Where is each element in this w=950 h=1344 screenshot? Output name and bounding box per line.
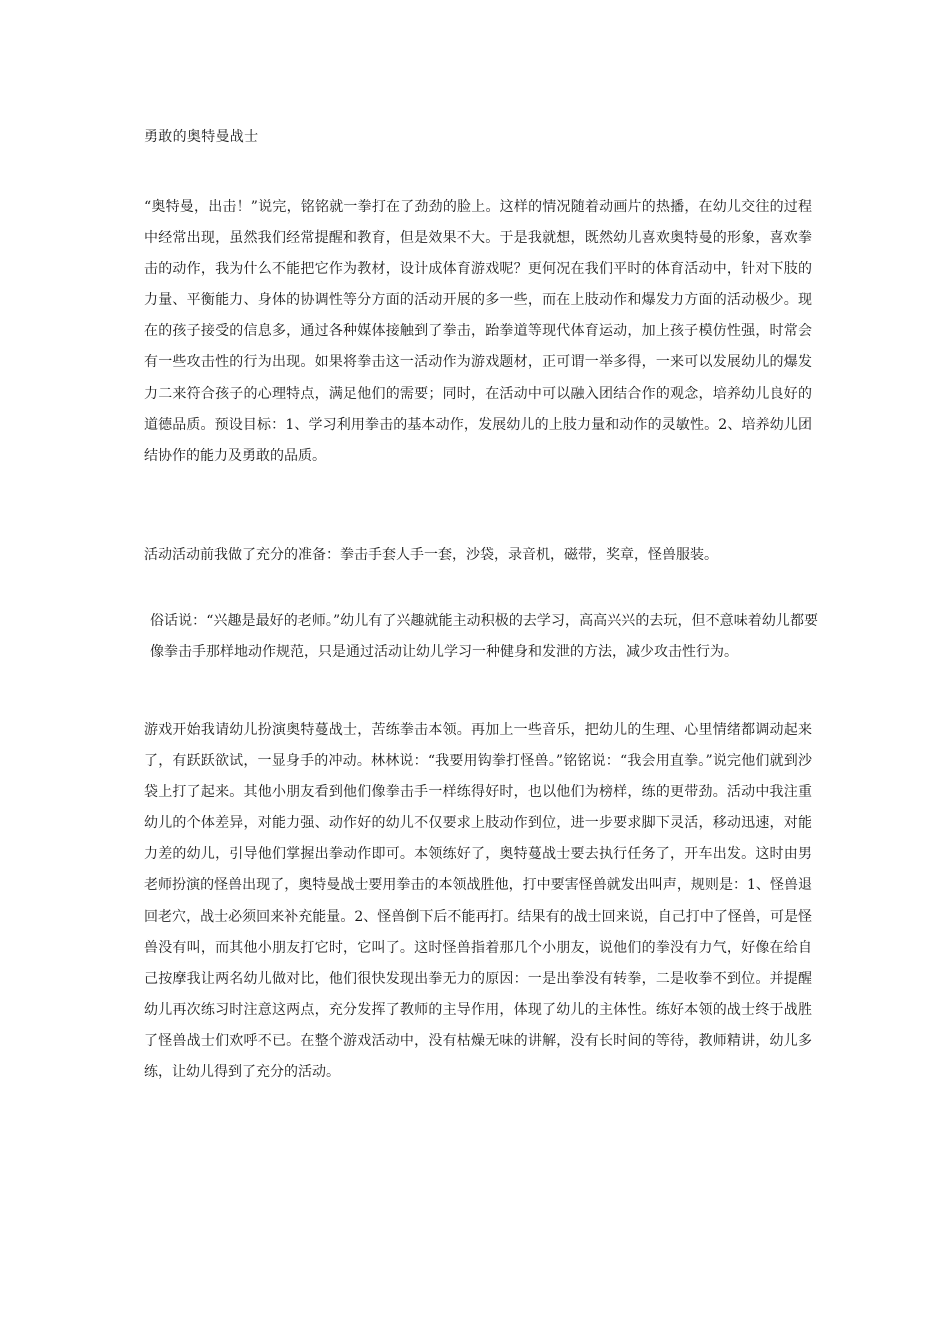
- paragraph-preparation: 活动活动前我做了充分的准备：拳击手套人手一套，沙袋，录音机，磁带，奖章，怪兽服装。: [144, 547, 718, 563]
- paragraph-game-process: 游戏开始我请幼儿扮演奥特蔓战士，苦练拳击本领。再加上一些音乐，把幼儿的生理、心里情绪都调动起来了，有跃跃欲试，一显身手的冲动。林林说：“我要用钩拳打怪兽。”铭铭说：“我会用直拳。”说完他们就到沙袋上打了起来。其他小朋友看到他们像拳击手一样练得好时，也以他们为榜样，练的更带劲。活动中我注重幼儿的个体差异，对能力强、动作好的幼儿不仅要求上肢动作到位，进一步要求脚下灵活，移动迅速，对能力差的幼儿，引导他们掌握出拳动作即可。本领练好了，奥特蔓战士要去执行任务了，开车出发。这时由男老师扮演的怪兽出现了，奥特曼战士要用拳击的本领战胜他，打中要害怪兽就发出叫声，规则是：1、怪兽退回老穴，战士必须回来补充能量。2、怪兽倒下后不能再打。结果有的战士回来说，自己打中了怪兽，可是怪兽没有叫，而其他小朋友打它时，它叫了。这时怪兽指着那几个小朋友，说他们的拳没有力气，好像在给自己按摩我让两名幼儿做对比，他们很快发现出拳无力的原因：一是出拳没有转拳，二是收拳不到位。并提醒幼儿再次练习时注意这两点，充分发挥了教师的主导作用，体现了幼儿的主体性。练好本领的战士终于战胜了怪兽战士们欢呼不已。在整个游戏活动中，没有枯燥无味的讲解，没有长时间的等待，教师精讲，幼儿多练，让幼儿得到了充分的活动。: [144, 722, 812, 1081]
- paragraph-intro: “奥特曼，出击！”说完，铭铭就一拳打在了劲劲的脸上。这样的情况随着动画片的热播，在幼儿交往的过程中经常出现，虽然我们经常提醒和教育，但是效果不大。于是我就想，既然幼儿喜欢奥特曼的形象，喜欢拳击的动作，我为什么不能把它作为教材，设计成体育游戏呢？更何况在我们平时的体育活动中，针对下肢的力量、平衡能力、身体的协调性等分方面的活动开展的多一些，而在上肢动作和爆发力方面的活动极少。现在的孩子接受的信息多，通过各种媒体接触到了拳击，跆拳道等现代体育运动，加上孩子模仿性强，时常会有一些攻击性的行为出现。如果将拳击这一活动作为游戏题材，正可谓一举多得，一来可以发展幼儿的爆发力二来符合孩子的心理特点，满足他们的需要；同时，在活动中可以融入团结合作的观念，培养幼儿良好的道德品质。预设目标：1、学习利用拳击的基本动作，发展幼儿的上肢力量和动作的灵敏性。2、培养幼儿团结协作的能力及勇敢的品质。: [144, 199, 812, 464]
- document-title: 勇敢的奥特曼战士: [144, 129, 259, 145]
- paragraph-interest: 俗话说：“兴趣是最好的老师。”幼儿有了兴趣就能主动积极的去学习，高高兴兴的去玩，但不意味着幼儿都要像拳击手那样地动作规范，只是通过活动让幼儿学习一种健身和发泄的方法，减少攻击性行为。: [150, 613, 818, 661]
